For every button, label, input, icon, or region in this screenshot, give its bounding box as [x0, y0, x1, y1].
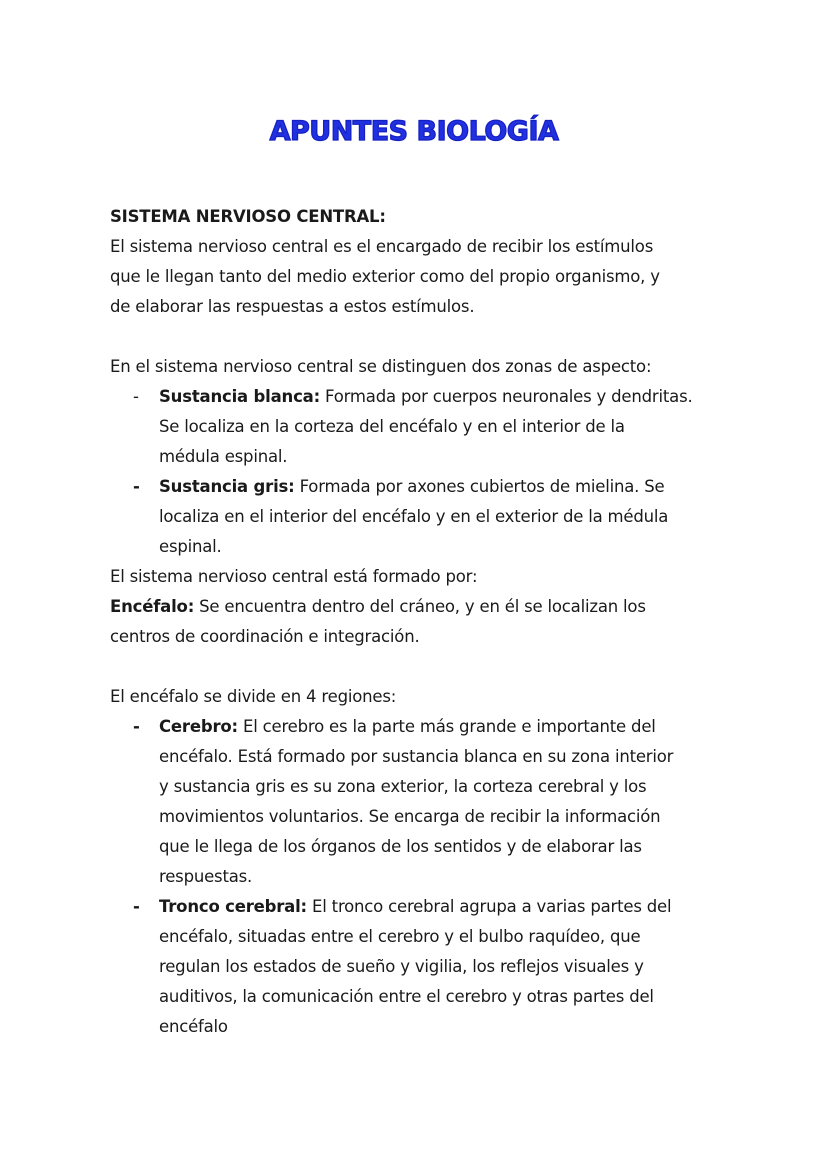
list-item — [110, 382, 750, 472]
list-item-term: Cerebro: — [159, 717, 238, 736]
list-item-text: El tronco cerebral agrupa a varias partes del — [306, 897, 672, 916]
document-body — [110, 202, 750, 1042]
paragraph-line: que le llegan tanto del medio exterior como del propio organismo, y — [110, 267, 660, 286]
paragraph-line: de elaborar las respuestas a estos estímulos. — [110, 297, 475, 316]
list-item — [110, 892, 750, 1042]
list-item-text: movimientos voluntarios. Se encarga de recibir la información — [159, 807, 661, 826]
list-item-text: El cerebro es la parte más grande e importante del — [237, 717, 656, 736]
paragraph-spacer — [110, 322, 750, 352]
list-item-term: Tronco cerebral: — [159, 897, 307, 916]
paragraph-spacer — [110, 652, 750, 682]
list-item-text: que le llega de los órganos de los sentidos y de elaborar las — [159, 837, 642, 856]
encefalo-term: Encéfalo: — [110, 597, 195, 616]
list-item-text: Se localiza en la corteza del encéfalo y en el interior de la — [159, 417, 625, 436]
list-item-term: Sustancia blanca: — [159, 387, 320, 406]
page-title: APUNTES BIOLOGÍA — [269, 116, 559, 147]
list-item-text: encéfalo, situadas entre el cerebro y el bulbo raquídeo, que — [159, 927, 641, 946]
list-item-text: regulan los estados de sueño y vigilia, los reflejos visuales y — [159, 957, 644, 976]
list-item-term: Sustancia gris: — [159, 477, 295, 496]
zones-list — [110, 382, 750, 562]
list-item-text: Formada por cuerpos neuronales y dendritas. — [320, 387, 693, 406]
dash-bullet: - — [133, 897, 140, 916]
list-item-text: médula espinal. — [159, 447, 288, 466]
section-heading: SISTEMA NERVIOSO CENTRAL: — [110, 207, 386, 226]
dash-bullet: - — [133, 477, 140, 496]
list-item-text: localiza en el interior del encéfalo y en el exterior de la médula — [159, 507, 669, 526]
list-item-text: espinal. — [159, 537, 222, 556]
list-item-text: Formada por axones cubiertos de mielina. Se — [294, 477, 665, 496]
list-item-text: encéfalo. Está formado por sustancia blanca en su zona interior — [159, 747, 674, 766]
paragraph-line: En el sistema nervioso central se distinguen dos zonas de aspecto: — [110, 357, 652, 376]
paragraph-line: El sistema nervioso central es el encargado de recibir los estímulos — [110, 237, 654, 256]
list-item — [110, 472, 750, 562]
list-item-text: respuestas. — [159, 867, 253, 886]
dash-bullet: - — [133, 387, 139, 406]
regions-list — [110, 712, 750, 1042]
paragraph-line: El sistema nervioso central está formado por: — [110, 567, 478, 586]
list-item-text: auditivos, la comunicación entre el cerebro y otras partes del — [159, 987, 654, 1006]
paragraph-line: El encéfalo se divide en 4 regiones: — [110, 687, 397, 706]
paragraph-line: centros de coordinación e integración. — [110, 627, 420, 646]
dash-bullet: - — [133, 717, 140, 736]
list-item-text: y sustancia gris es su zona exterior, la corteza cerebral y los — [159, 777, 647, 796]
paragraph-text: Se encuentra dentro del cráneo, y en él se localizan los — [194, 597, 646, 616]
list-item — [110, 712, 750, 892]
list-item-text: encéfalo — [159, 1017, 228, 1036]
